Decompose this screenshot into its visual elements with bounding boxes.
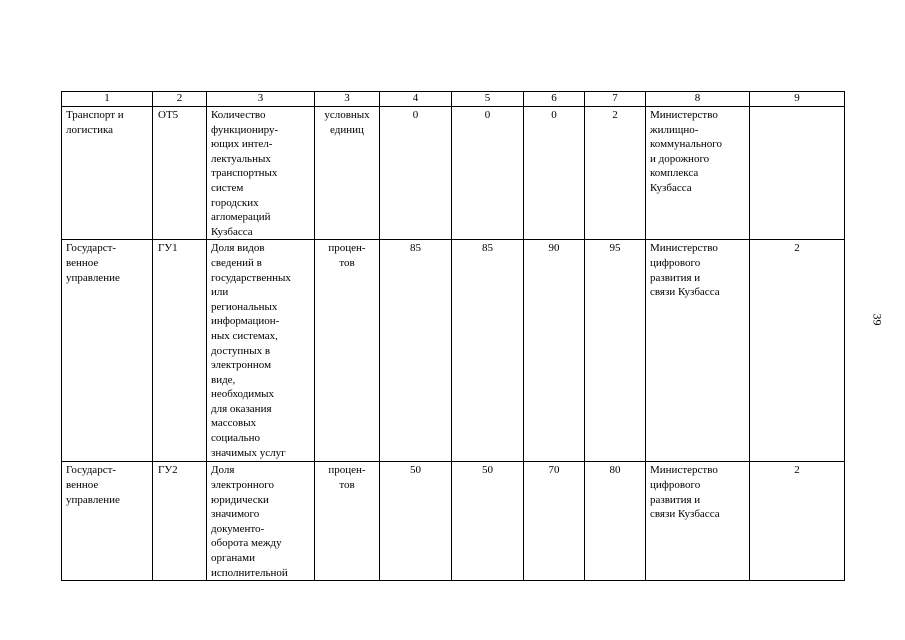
header-cell: 3: [315, 92, 380, 107]
header-row: [62, 92, 845, 107]
indicators-table: [61, 91, 845, 581]
sphere-cell: Государст- венное управление: [62, 462, 153, 581]
table-row: [62, 462, 845, 581]
unit-cell: процен- тов: [315, 240, 380, 462]
header-cell: 8: [646, 92, 750, 107]
header-cell: 7: [585, 92, 646, 107]
value-cell: 50: [380, 462, 452, 581]
col9-cell: [750, 107, 845, 240]
unit-cell: процен- тов: [315, 462, 380, 581]
value-cell: 0: [524, 107, 585, 240]
responsible-cell: Министерство цифрового развития и связи Кузбасса: [646, 240, 750, 462]
col9-cell: 2: [750, 462, 845, 581]
header-cell: 1: [62, 92, 153, 107]
value-cell: 0: [380, 107, 452, 240]
value-cell: 50: [452, 462, 524, 581]
sphere-cell: Государст- венное управление: [62, 240, 153, 462]
value-cell: 0: [452, 107, 524, 240]
header-cell: 3: [207, 92, 315, 107]
unit-cell: условных единиц: [315, 107, 380, 240]
code-cell: ОТ5: [153, 107, 207, 240]
header-cell: 6: [524, 92, 585, 107]
header-cell: 2: [153, 92, 207, 107]
value-cell: 2: [585, 107, 646, 240]
indicator-cell: Количество функциониру- ющих интел- лектуальных транспортных систем городских агломераций Кузбасса: [207, 107, 315, 240]
code-cell: ГУ2: [153, 462, 207, 581]
value-cell: 90: [524, 240, 585, 462]
responsible-cell: Министерство цифрового развития и связи Кузбасса: [646, 462, 750, 581]
responsible-cell: Министерство жилищно- коммунального и дорожного комплекса Кузбасса: [646, 107, 750, 240]
code-cell: ГУ1: [153, 240, 207, 462]
header-cell: 9: [750, 92, 845, 107]
value-cell: 80: [585, 462, 646, 581]
value-cell: 85: [380, 240, 452, 462]
indicator-cell: Доля видов сведений в государственных или региональных информацион- ных системах, доступных в электронном виде, необходимых для оказания массовых социально значимых услуг: [207, 240, 315, 462]
col9-cell: 2: [750, 240, 845, 462]
table-row: [62, 107, 845, 240]
table-row: [62, 240, 845, 462]
header-cell: 5: [452, 92, 524, 107]
header-cell: 4: [380, 92, 452, 107]
indicator-cell: Доля электронного юридически значимого документо- оборота между органами исполнительной: [207, 462, 315, 581]
value-cell: 85: [452, 240, 524, 462]
sphere-cell: Транспорт и логистика: [62, 107, 153, 240]
page-number: 39: [870, 313, 885, 326]
value-cell: 70: [524, 462, 585, 581]
value-cell: 95: [585, 240, 646, 462]
